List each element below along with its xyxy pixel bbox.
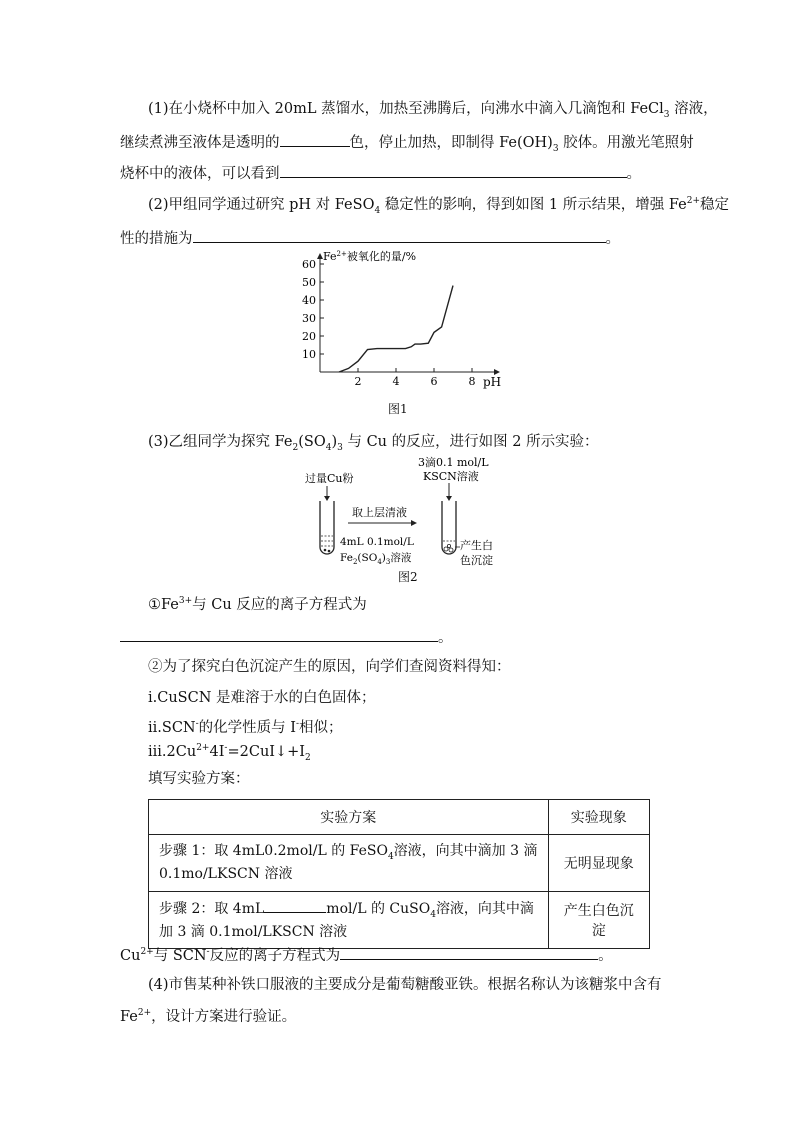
step-1-observation: 无明显现象: [548, 835, 650, 892]
info-i: i.CuSCN 是难溶于水的白色固体；: [148, 690, 376, 706]
y-tick-label: 60: [302, 258, 316, 271]
arrow-label-take-supernatant: 取上层清液: [352, 506, 407, 519]
figure-2-caption: 图2: [398, 570, 418, 584]
answer-blank-fe-cu-equation[interactable]: [120, 626, 438, 642]
figure-2-diagram: [300, 455, 510, 585]
answer-blank-color[interactable]: [280, 131, 350, 147]
answer-blank-laser[interactable]: [280, 162, 627, 178]
figure-1-caption: 图1: [388, 402, 408, 416]
label-cu-powder: 过量Cu粉: [305, 472, 354, 485]
label-precipitate-2: 色沉淀: [460, 554, 493, 567]
answer-blank-stability[interactable]: [193, 227, 606, 243]
arrow-down-left-head: [324, 496, 330, 501]
q1-line-2: 继续煮沸至液体是透明的 色，停止加热，即制得 $Fe(OH)_3$ 胶体。用激光笔照射: [120, 131, 694, 153]
precipitate-particle: [449, 548, 453, 552]
step-1-plan: 步骤 1：取 4mL0.2mol/L 的 FeSO$_4$溶液，向其中滴加 3 滴 0.1mo/LKSCN 溶液: [149, 835, 549, 892]
x-tick-label: 6: [430, 375, 438, 388]
y-tick-label: 50: [302, 276, 316, 289]
cu-particle: [328, 550, 331, 553]
q3-line-1: (3)乙组同学为探究 $Fe_2(SO_4)_3$ 与 Cu 的反应，进行如图 2 所示实验：: [148, 434, 599, 453]
chart-xlabel: pH: [483, 375, 502, 389]
q4-line-2: $Fe^{2+}$，设计方案进行验证。: [120, 1008, 297, 1025]
y-tick-label: 20: [302, 330, 316, 343]
cu-particle: [324, 549, 327, 552]
x-tick-label: 8: [468, 375, 476, 388]
y-tick-label: 30: [302, 312, 316, 325]
table-header-row: [149, 800, 650, 835]
label-precipitate-1: 产生白: [460, 539, 493, 552]
arrow-down-right-head: [446, 496, 452, 501]
x-tick-label: 2: [354, 375, 362, 388]
q3-1-line: $①Fe^{3+}$与 Cu 反应的离子方程式为: [148, 596, 367, 613]
label-solution-2: $Fe_2(SO_4)_3$溶液: [340, 552, 412, 566]
header-observation: 实验现象: [548, 800, 650, 835]
q3-1-answer-line: 。: [120, 626, 453, 648]
table-row: [149, 892, 650, 949]
y-tick-label: 40: [302, 294, 316, 307]
step-2-observation: 产生白色沉淀: [548, 892, 650, 949]
header-plan: 实验方案: [149, 800, 549, 835]
label-kscn-2: KSCN溶液: [423, 470, 479, 483]
x-tick-label: 4: [392, 375, 400, 388]
experiment-plan-table: [148, 799, 650, 949]
table-row: [149, 835, 650, 892]
info-ii: ii.SCN-的化学性质与 I-相似；: [148, 719, 343, 736]
series-line: [339, 286, 453, 372]
precipitate-particle: [444, 547, 448, 551]
arrow-right-head: [411, 520, 417, 526]
q1-line-3: 烧杯中的液体，可以看到 。: [120, 162, 641, 184]
info-iii: $iii.2Cu^{2+}4I^-=2CuI↓+I_2$: [148, 743, 311, 763]
q3-2-intro: ②为了探究白色沉淀产生的原因，向学们查阅资料得知：: [148, 659, 511, 675]
q4-line-1: (4)市售某种补铁口服液的主要成分是葡萄糖酸亚铁。根据名称认为该糖浆中含有: [148, 977, 662, 993]
q2-line-1: (2)甲组同学通过研究 pH 对 FeSO$_4$ 稳定性的影响，得到如图 1 所示结果，增强 $Fe^{2+}$稳定: [148, 196, 729, 216]
label-solution-1: 4mL 0.1mol/L: [340, 536, 414, 548]
figure-1-chart: [290, 246, 530, 396]
y-tick-label: 10: [302, 348, 316, 361]
q1-line-1: (1)在小烧杯中加入 20mL 蒸馏水，加热至沸腾后，向沸水中滴入几滴饱和 FeCl$_3$ 溶液，: [148, 101, 718, 120]
label-kscn-1: 3滴0.1 mol/L: [418, 456, 489, 469]
q2-line-2: 性的措施为 。: [120, 227, 620, 249]
test-tube-right: [442, 501, 456, 554]
precipitate-particle: [447, 544, 450, 547]
fill-plan-prompt: 填写实验方案：: [148, 771, 250, 787]
step-2-plan: 步骤 2：取 4mL mol/L 的 CuSO$_4$溶液，向其中滴 加 3 滴 0.1mol/LKSCN 溶液: [149, 892, 549, 949]
cu-scn-equation-line: $Cu^{2+}$与 SCN-反应的离子方程式为 。: [120, 944, 613, 966]
chart-ylabel: $Fe^{2+}$被氧化的量/%: [323, 250, 417, 263]
answer-blank-cu-scn-equation[interactable]: [340, 944, 598, 960]
answer-blank-concentration[interactable]: [264, 897, 326, 913]
